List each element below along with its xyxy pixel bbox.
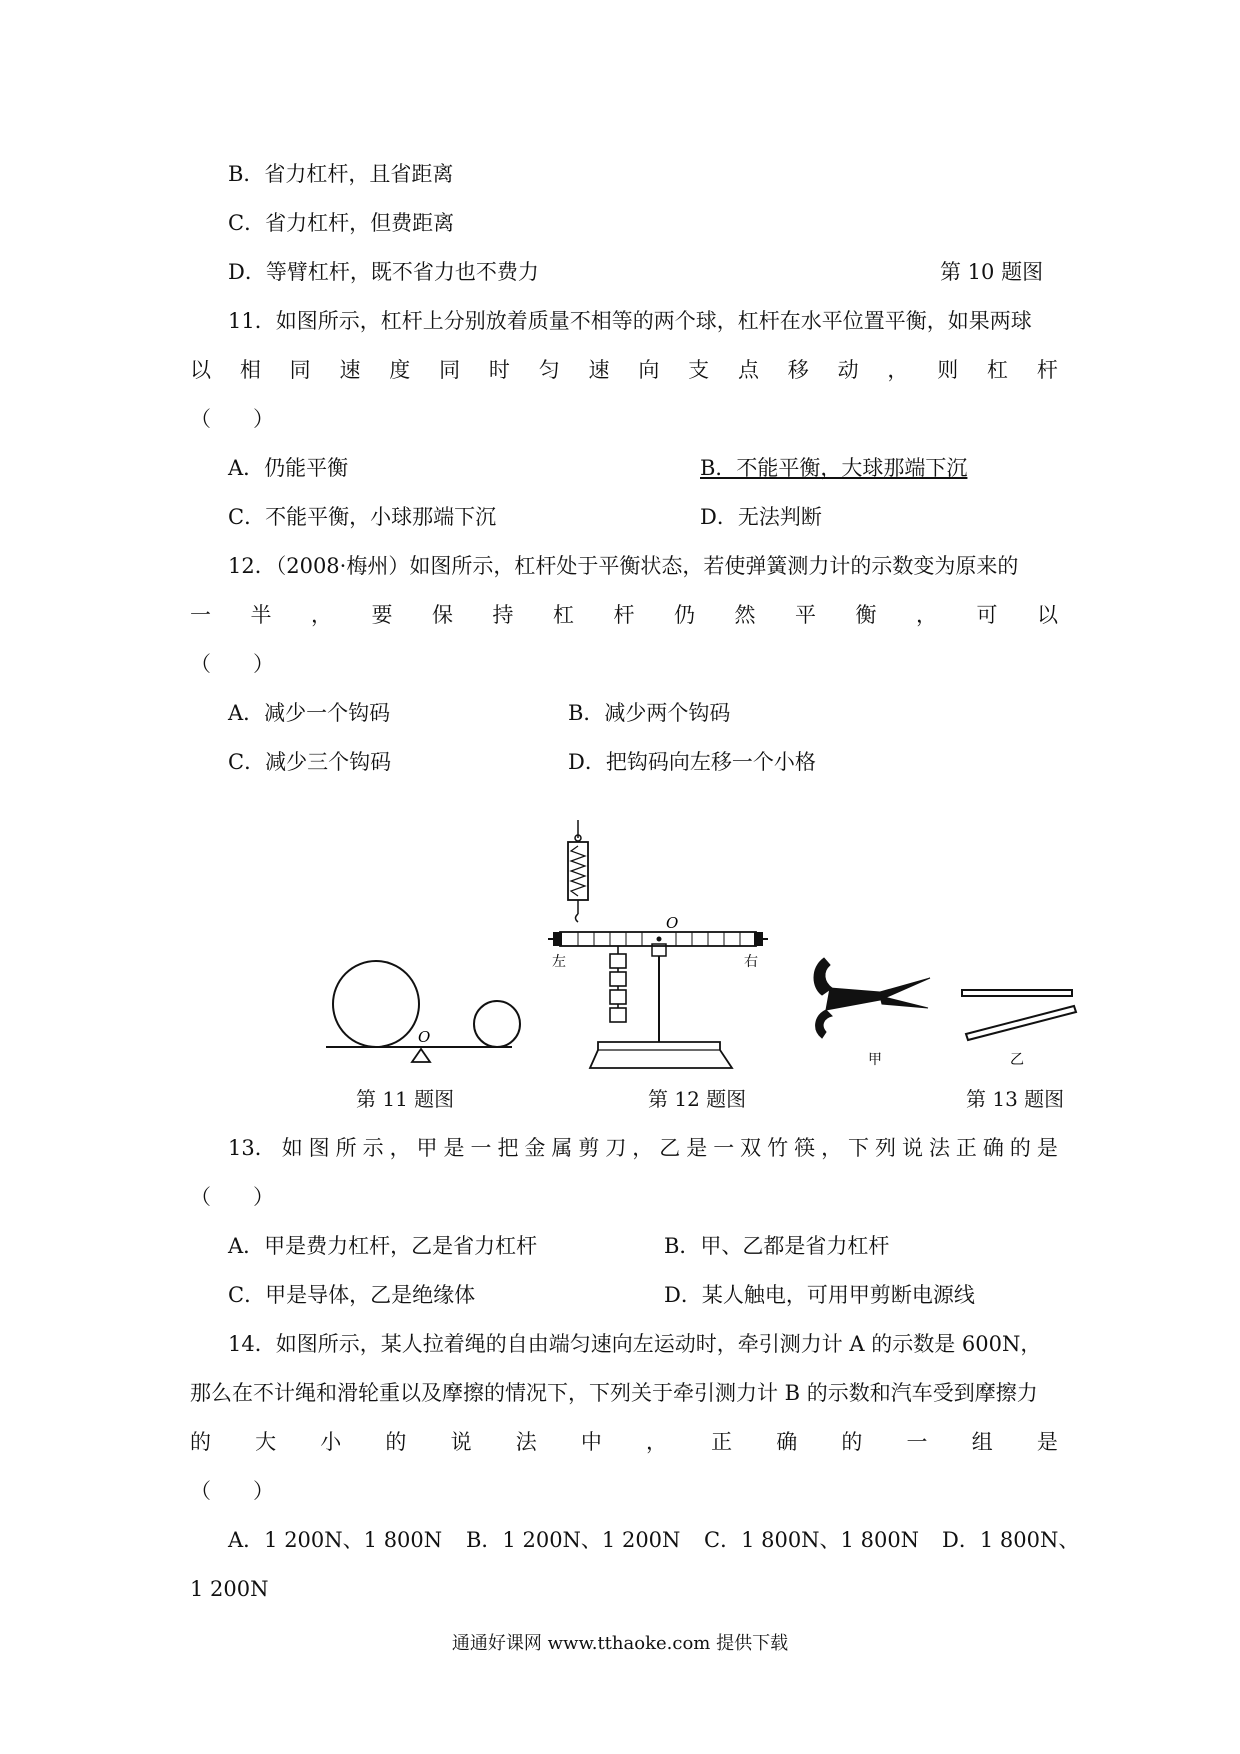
justified-char: 则 [937,358,959,382]
scissors-drawing [814,958,930,1038]
q14-stem-line3 [190,1428,1058,1456]
justified-char: 竹 [767,1136,789,1160]
justified-char: 是 [443,1136,465,1160]
q11-option-a: A．仍能平衡 [228,456,349,480]
justified-char: 正 [711,1430,733,1454]
justified-char: 示 [362,1136,384,1160]
justified-char: 确 [776,1430,798,1454]
q13-option-c: C．甲是导体，乙是绝缘体 [228,1283,476,1307]
figure-13 [814,958,1076,1068]
justified-char: 一 [713,1136,735,1160]
q14-option-d: D．1 800N、 [942,1528,1080,1552]
q11-option-b: B．不能平衡，大球那端下沉 [700,456,968,480]
q12-option-c: C．减少三个钩码 [228,750,392,774]
justified-char: 杆 [1036,358,1058,382]
q12-option-a: A．减少一个钩码 [228,701,391,725]
justified-char: 乙 [659,1136,681,1160]
justified-char: 是 [686,1136,708,1160]
justified-char: 以 [1037,603,1058,627]
large-ball [333,961,419,1047]
fig12-left-label: 左 [552,954,566,970]
q11-option-d: D．无法判断 [700,505,822,529]
justified-char: 衡 [855,603,877,627]
q14-option-d-continued: 1 200N [190,1577,269,1601]
justified-char: 说 [901,1136,923,1160]
justified-char: 半 [250,603,272,627]
right-nut [754,932,763,946]
justified-char: 中 [580,1430,602,1454]
q13-stem-line1 [228,1134,1058,1162]
justified-char: 杠 [553,603,574,627]
justified-char: 可 [976,603,998,627]
q13-answer-paren: （ ） [190,1185,274,1209]
hook-weights [610,946,626,1022]
justified-char: 的 [385,1430,407,1454]
left-nut [553,932,562,946]
q11-answer-paren: （ ） [190,407,274,431]
justified-char: 杠 [987,358,1008,382]
justified-char: 仍 [674,603,695,627]
justified-char: 持 [492,603,514,627]
small-ball [474,1001,520,1047]
justified-char: ， [645,1430,667,1454]
q14-option-a: A．1 200N、1 800N [228,1528,443,1552]
justified-char: 同 [289,358,311,382]
figure-12 [548,820,768,1068]
justified-char: 动 [837,358,859,382]
q12-answer-paren: （ ） [190,652,274,676]
justified-char: 小 [320,1430,342,1454]
fig12-pivot-label: O [666,914,679,932]
justified-char: ， [389,1136,411,1160]
justified-char: 匀 [538,358,560,382]
justified-char: 杆 [613,603,635,627]
fig13-caption: 第 13 题图 [966,1087,1065,1111]
justified-char: 筷 [794,1136,816,1160]
q14-stem-line2: 那么在不计绳和滑轮重以及摩擦的情况下，下列关于牵引测力计 B 的示数和汽车受到摩擦力 [190,1381,1038,1405]
justified-char: 点 [737,358,759,382]
figures-row [0,820,1240,1090]
q13-option-a: A．甲是费力杠杆，乙是省力杠杆 [228,1234,538,1258]
justified-char: 是 [1036,1430,1058,1454]
justified-char: 确 [982,1136,1004,1160]
justified-char: 的 [1009,1136,1031,1160]
q11-option-c: C．不能平衡，小球那端下沉 [228,505,497,529]
justified-char: ， [916,603,937,627]
justified-char: 金 [524,1136,546,1160]
justified-char: 列 [875,1136,897,1160]
fig13-yi-label: 乙 [1010,1052,1024,1068]
justified-char: 保 [432,603,453,627]
q14-option-b: B．1 200N、1 200N [466,1528,681,1552]
justified-char: 移 [787,358,809,382]
fig12-caption: 第 12 题图 [648,1087,747,1111]
justified-char: 13． [228,1136,276,1160]
justified-char: 甲 [416,1136,438,1160]
q14-answer-paren: （ ） [190,1479,274,1503]
figure-11 [326,961,520,1062]
justified-char: 所 [335,1136,357,1160]
justified-char: 把 [497,1136,519,1160]
q10-option-d: D．等臂杠杆，既不省力也不费力 [228,260,539,284]
justified-char: 要 [371,603,393,627]
q11-stem-line1: 11．如图所示，杠杆上分别放着质量不相等的两个球，杠杆在水平位置平衡，如果两球 [228,309,1032,333]
justified-char: 说 [450,1430,472,1454]
q12-stem-line2 [190,601,1058,629]
q12-option-b: B．减少两个钩码 [568,701,731,725]
fig12-right-label: 右 [744,954,758,970]
justified-char: 然 [734,603,756,627]
justified-char: ， [821,1136,843,1160]
justified-char: ， [632,1136,654,1160]
q14-option-c: C．1 800N、1 800N [704,1528,920,1552]
justified-char: 以 [190,358,211,382]
justified-char: 一 [906,1430,928,1454]
justified-char: 刀 [605,1136,627,1160]
justified-char: 一 [190,603,211,627]
justified-char: 剪 [578,1136,600,1160]
justified-char: 度 [389,358,411,382]
justified-char: 如 [281,1136,303,1160]
justified-char: 的 [190,1430,211,1454]
justified-char: ， [887,358,909,382]
fig11-pivot-label: O [418,1028,431,1046]
justified-char: 相 [239,358,261,382]
justified-char: 一 [470,1136,492,1160]
q10-figure-label: 第 10 题图 [940,260,1044,284]
q10-option-b: B．省力杠杆，且省距离 [228,162,454,186]
fulcrum-triangle [412,1049,430,1062]
justified-char: 大 [255,1430,277,1454]
fig11-caption: 第 11 题图 [356,1087,455,1111]
justified-char: 支 [688,358,710,382]
q11-stem-line2 [190,356,1058,384]
justified-char: 速 [588,358,610,382]
chopsticks-drawing [962,990,1076,1040]
justified-char: 法 [515,1430,537,1454]
page-footer: 通通好课网 www.tthaoke.com 提供下载 [451,1633,789,1654]
justified-char: 正 [955,1136,977,1160]
justified-char: 法 [928,1136,950,1160]
q10-option-c: C．省力杠杆，但费距离 [228,211,455,235]
justified-char: 组 [971,1430,993,1454]
q13-option-d: D．某人触电，可用甲剪断电源线 [664,1283,975,1307]
justified-char: 是 [1036,1136,1058,1160]
justified-char: ， [311,603,332,627]
justified-char: 同 [439,358,461,382]
justified-char: 平 [795,603,816,627]
justified-char: 下 [848,1136,870,1160]
justified-char: 图 [308,1136,330,1160]
justified-char: 向 [638,358,660,382]
q13-option-b: B．甲、乙都是省力杠杆 [664,1234,890,1258]
justified-char: 时 [488,358,510,382]
q12-option-d: D．把钩码向左移一个小格 [568,750,816,774]
q12-stem-line1: 12．（2008·梅州）如图所示，杠杆处于平衡状态，若使弹簧测力计的示数变为原来的 [228,554,1019,578]
fig13-jia-label: 甲 [868,1052,882,1068]
justified-char: 属 [551,1136,573,1160]
q14-stem-line1: 14．如图所示，某人拉着绳的自由端匀速向左运动时，牵引测力计 A 的示数是 600N， [228,1332,1042,1356]
justified-char: 的 [841,1430,863,1454]
justified-char: 双 [740,1136,762,1160]
justified-char: 速 [339,358,361,382]
